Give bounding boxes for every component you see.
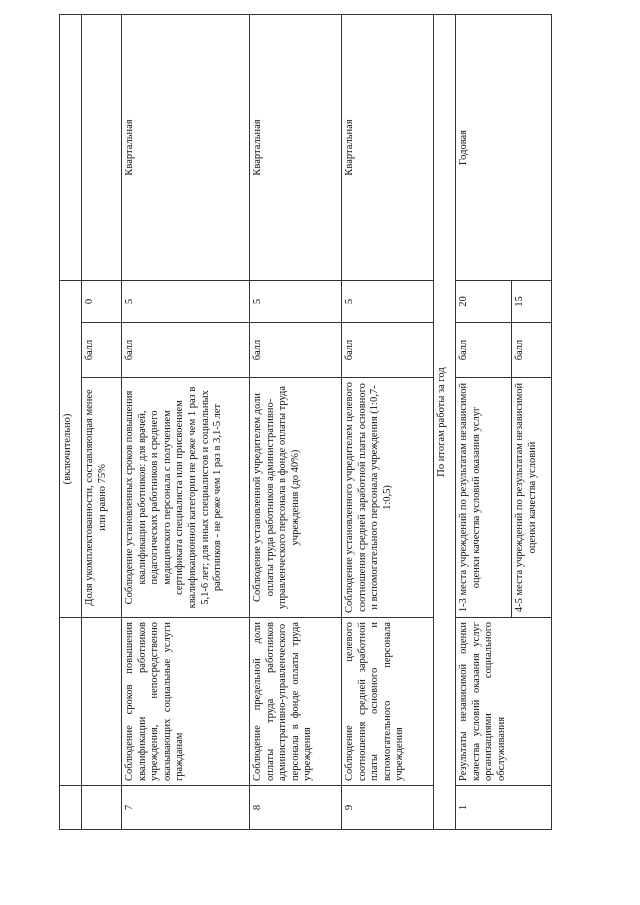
table-row <box>456 14 512 829</box>
table-row <box>342 14 434 829</box>
cell-period: Квартальная <box>122 14 250 280</box>
table-row <box>250 14 342 829</box>
cell-empty <box>60 14 82 280</box>
cell-period: Годовая <box>456 14 552 280</box>
table-row <box>60 14 82 829</box>
cell-period: Квартальная <box>342 14 434 280</box>
cell-indicator: Соблюдение сроков повышения квалификации работников учреждения, непосредственно оказывающих социальные услуги гражданам <box>122 618 250 786</box>
cell-criterion: 4-5 места учреждений по результатам независимой оценки качества условий <box>512 378 552 618</box>
cell-unit: балл <box>512 323 552 378</box>
cell-indicator: Соблюдение предельной доли оплаты труда работников административно-управленческого персонала в фонде оплаты труда учреждения <box>250 618 342 786</box>
cell-score: 20 <box>456 280 512 322</box>
cell-number: 9 <box>342 786 434 830</box>
cell-period: Квартальная <box>250 14 342 280</box>
cell-criterion: Доля укомплектованности, составляющая менее или равно 75% <box>82 378 122 618</box>
cell-unit: балл <box>82 323 122 378</box>
cell-number: 7 <box>122 786 250 830</box>
cell-score: 0 <box>82 280 122 322</box>
cell-unit: балл <box>456 323 512 378</box>
cell-number: 8 <box>250 786 342 830</box>
cell-empty <box>82 618 122 786</box>
cell-criterion: 1-3 места учреждений по результатам независимой оценки качества условий оказания услуг <box>456 378 512 618</box>
section-header: По итогам работы за год <box>434 14 456 829</box>
cell-score: 5 <box>342 280 434 322</box>
cell-empty <box>60 786 82 830</box>
cell-criterion: Соблюдение установленных сроков повышения квалификации работников: для врачей, педагогических работников и среднего медицинского персонала с получением сертификата специалиста или присвоением квалификационной категории не реже чем 1 раз в 5,1-6 лет; для иных специалистов и социальных работников - не реже чем 1 раз в 3,1-5 лет <box>122 378 250 618</box>
cell-indicator: Результаты независимой оценки качества условий оказания услуг организациями социального обслуживания <box>456 618 552 786</box>
table-row <box>122 14 250 829</box>
cell-number: 1 <box>456 786 552 830</box>
cell-empty <box>82 786 122 830</box>
cell-unit: балл <box>122 323 250 378</box>
cell-empty <box>82 14 122 280</box>
cell-criterion: Соблюдение установленной учредителем доли оплаты труда работников административно-управленческого персонала в фонде оплаты труда учреждения (до 40%) <box>250 378 342 618</box>
cell-indicator: Соблюдение целевого соотношения средней заработной платы основного и вспомогательного персонала учреждения <box>342 618 434 786</box>
cell-criterion: Соблюдение установленного учредителем целевого соотношения средней заработной платы основного и вспомогательного персонала учреждения (1:0,7-1:0,5) <box>342 378 434 618</box>
cell-unit: балл <box>250 323 342 378</box>
table-row <box>82 14 122 829</box>
rotated-table-area <box>59 15 559 830</box>
cell-empty <box>60 618 82 786</box>
criteria-table <box>59 14 552 830</box>
cell-score: 5 <box>122 280 250 322</box>
cell-inclusive-note: (включительно) <box>60 280 82 617</box>
cell-score: 5 <box>250 280 342 322</box>
cell-unit: балл <box>342 323 434 378</box>
cell-score: 15 <box>512 280 552 322</box>
table-row <box>434 14 456 829</box>
